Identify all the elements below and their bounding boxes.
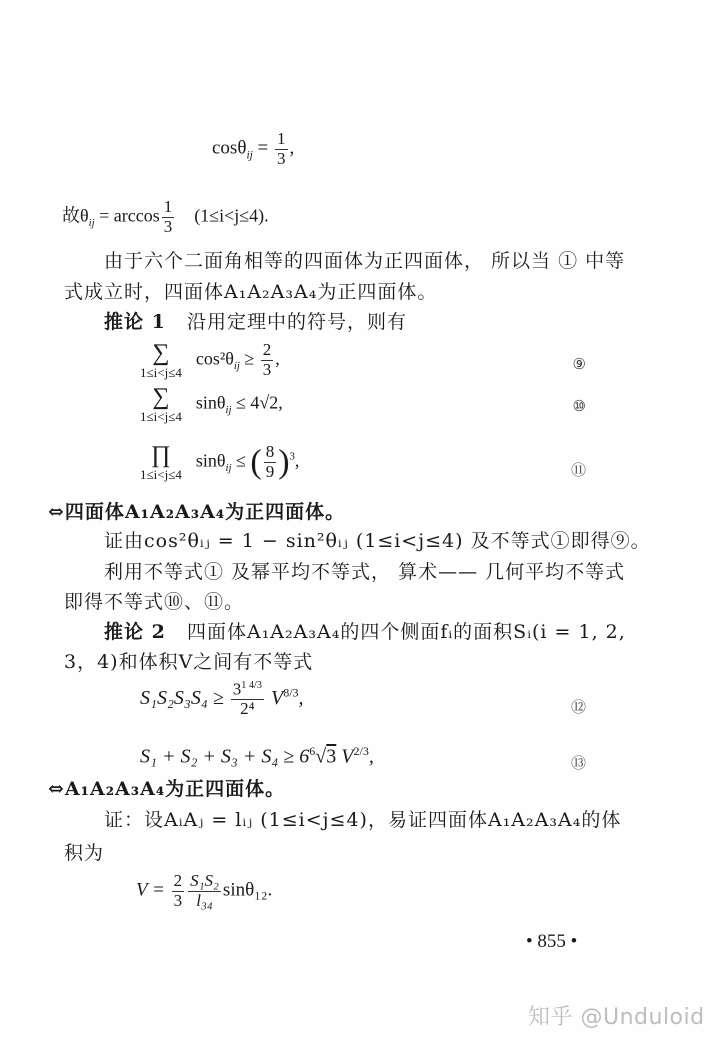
radical-icon: √ bbox=[315, 745, 327, 768]
numerator: 8 bbox=[265, 442, 275, 462]
denominator: 3 bbox=[262, 359, 272, 379]
proof-line: 利用不等式① 及幂平均不等式， 算术—— 几何平均不等式 bbox=[104, 561, 626, 583]
numerator: 1 bbox=[163, 197, 173, 216]
sigma-icon: ∑ bbox=[152, 340, 170, 366]
equation-number: ⑫ bbox=[570, 698, 586, 716]
subscript: ij bbox=[246, 149, 253, 162]
fraction bbox=[275, 130, 288, 168]
expr: cos²θ bbox=[195, 348, 234, 369]
corollary-1 bbox=[104, 307, 407, 334]
subscript: ij bbox=[88, 216, 95, 229]
page-number: • 855 • bbox=[526, 931, 578, 952]
root-index: 6 bbox=[309, 744, 316, 758]
exponent: 3 bbox=[289, 450, 295, 463]
comma: , bbox=[275, 348, 280, 369]
lhs: S₁S₂S₃S₄ ≥ bbox=[140, 687, 229, 710]
product-operator bbox=[140, 442, 182, 483]
right-paren: ) bbox=[278, 443, 290, 481]
fraction bbox=[261, 341, 274, 379]
subscript: ij bbox=[233, 360, 240, 373]
relation: ≥ bbox=[239, 348, 259, 369]
equation-arccos bbox=[62, 198, 269, 236]
pi-icon: ∏ bbox=[151, 442, 171, 468]
expr: sinθ bbox=[195, 450, 226, 471]
lhs: V = bbox=[136, 879, 170, 901]
equation-number: ⑬ bbox=[570, 754, 586, 772]
comma: , bbox=[298, 687, 304, 710]
fraction bbox=[172, 872, 185, 910]
corollary-2 bbox=[104, 617, 626, 644]
corollary-text: 3，4)和体积V之间有不等式 bbox=[64, 651, 314, 673]
limits: 1≤i<j≤4 bbox=[140, 365, 182, 381]
exponent: 8/3 bbox=[283, 685, 299, 700]
eq-prefix: 故θ bbox=[62, 205, 89, 226]
numerator bbox=[231, 680, 264, 700]
volume-symbol: V bbox=[270, 687, 284, 710]
sum-operator bbox=[140, 340, 182, 381]
inequality-10 bbox=[140, 384, 283, 425]
eq-lhs: cosθ bbox=[212, 137, 247, 159]
expr: sinθ bbox=[195, 392, 226, 413]
relation: ≤ 4√2 bbox=[231, 392, 279, 413]
denominator: 2⁴ bbox=[240, 699, 255, 719]
radicand: 3 bbox=[326, 745, 337, 768]
watermark: 知乎 @Unduloid bbox=[528, 1005, 705, 1030]
denominator: 3 bbox=[173, 890, 183, 910]
proof-line: 证由cos²θᵢⱼ = 1 − sin²θᵢⱼ (1≤i<j≤4) 及不等式①即得⑨。 bbox=[104, 530, 651, 552]
equation-cos-theta bbox=[212, 130, 294, 168]
condition: (1≤i<j≤4). bbox=[194, 205, 269, 226]
exponent: 2/3 bbox=[353, 744, 369, 758]
denominator: 3 bbox=[277, 148, 286, 168]
sum-operator bbox=[140, 384, 182, 425]
comma: , bbox=[278, 392, 283, 413]
subscript: ij bbox=[225, 462, 232, 475]
inequality-9 bbox=[140, 340, 280, 381]
paragraph-line: 由于六个二面角相等的四面体为正四面体， 所以当 ① 中等 bbox=[104, 250, 626, 272]
limits: 1≤i<j≤4 bbox=[140, 409, 182, 425]
left-paren: ( bbox=[250, 443, 262, 481]
inequality-11 bbox=[140, 442, 299, 483]
subscript: ij bbox=[225, 404, 232, 417]
equation-number: ⑪ bbox=[570, 461, 586, 479]
corollary-label: 推论 2 bbox=[104, 621, 166, 643]
proof-line: 即得不等式⑩、⑪。 bbox=[64, 591, 245, 613]
volume-symbol: V bbox=[341, 745, 354, 768]
corollary-text: 沿用定理中的符号，则有 bbox=[186, 311, 407, 333]
iff-statement: ⇔四面体A₁A₂A₃A₄为正四面体。 bbox=[48, 501, 346, 523]
equation-number: ⑨ bbox=[572, 355, 586, 373]
proof-line: 积为 bbox=[64, 842, 105, 864]
equation-number: ⑩ bbox=[572, 397, 586, 415]
eq-sign: = bbox=[252, 137, 273, 159]
comma: , bbox=[368, 745, 374, 768]
fraction bbox=[264, 443, 277, 481]
proof-line: 证：设AᵢAⱼ = lᵢⱼ (1≤i<j≤4)，易证四面体A₁A₂A₃A₄的体 bbox=[104, 809, 622, 831]
numerator: S₁S₂ bbox=[190, 871, 219, 890]
fraction bbox=[188, 872, 221, 910]
corollary-text: 四面体A₁A₂A₃A₄的四个侧面fᵢ的面积Sᵢ(i = 1, 2, bbox=[186, 621, 626, 643]
denominator: 9 bbox=[265, 461, 275, 481]
comma: , bbox=[289, 137, 295, 159]
lhs: S₁ + S₂ + S₃ + S₄ ≥ 6 bbox=[140, 745, 310, 768]
inequality-13 bbox=[140, 744, 374, 769]
denominator: 3 bbox=[163, 216, 173, 236]
numerator: 2 bbox=[173, 871, 183, 890]
base: 3 bbox=[232, 679, 242, 699]
eq-mid: = arccos bbox=[94, 205, 160, 226]
numerator: 1 bbox=[277, 129, 286, 148]
paragraph-line: 式成立时，四面体A₁A₂A₃A₄为正四面体。 bbox=[64, 281, 438, 303]
exponent: 1 4/3 bbox=[241, 680, 262, 691]
fraction bbox=[162, 198, 175, 236]
numerator: 2 bbox=[262, 340, 272, 360]
limits: 1≤i<j≤4 bbox=[140, 467, 182, 483]
fraction bbox=[231, 680, 264, 719]
trig-term: sinθ₁₂. bbox=[222, 879, 273, 901]
relation: ≤ bbox=[231, 450, 251, 471]
equation-volume bbox=[136, 872, 272, 910]
sigma-icon: ∑ bbox=[152, 384, 170, 410]
corollary-label: 推论 1 bbox=[104, 311, 166, 333]
denominator: l₃₄ bbox=[196, 890, 213, 910]
iff-statement: ⇔A₁A₂A₃A₄为正四面体。 bbox=[48, 778, 286, 800]
comma: , bbox=[294, 450, 300, 471]
inequality-12 bbox=[140, 680, 304, 719]
